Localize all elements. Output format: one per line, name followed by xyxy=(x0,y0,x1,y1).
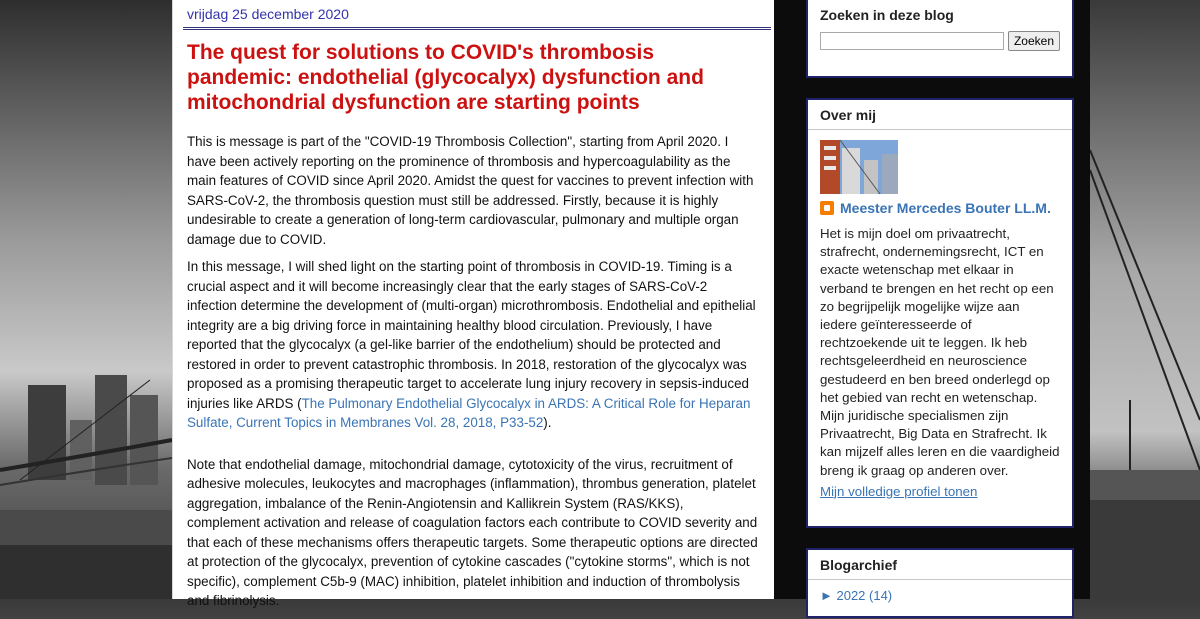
archive-widget-title: Blogarchief xyxy=(808,550,1072,580)
profile-name-row xyxy=(820,200,1060,217)
post-date: vrijdag 25 december 2020 xyxy=(187,6,349,22)
paragraph-spacer xyxy=(187,441,759,455)
about-widget-title: Over mij xyxy=(808,100,1072,130)
post-paragraph-1: This is message is part of the "COVID-19 Thrombosis Collection", starting from April 2020. I have been actively reporting on the prominence of thrombosis and hypercoagulability as the main features of COVID since April 2020. Amidst the quest for vaccines to prevent infection with SARS-CoV-2, the thrombosis question must still be addressed. Firstly, because it is highly undesirable to create a generation of long-term cardiovascular, pulmonary and multiple organ damage due to COVID. xyxy=(187,134,754,247)
date-divider xyxy=(183,27,771,30)
full-profile-link[interactable]: Mijn volledige profiel tonen xyxy=(820,483,978,499)
profile-photo[interactable] xyxy=(820,140,898,194)
search-widget-title: Zoeken in deze blog xyxy=(820,7,954,23)
profile-description: Het is mijn doel om privaatrecht, strafrecht, ondernemingsrecht, ICT en exacte wetenschap met elkaar in verband te brengen en het recht op een zo begrijpelijk mogelijke wijze aan iedere geïnteresseerde of rechtzoekende uit te leggen. Ik heb rechtsgeleerdheid en neuroscience gestudeerd en ben breed onderlegd op het gebied van recht en wetenschap. Mijn juridische specialismen zijn Privaatrecht, Big Data en Strafrecht. Ik kan mijzelf alles leren en die vaardigheid breng ik graag op anderen over. xyxy=(820,226,1060,478)
post-paragraph-2 xyxy=(187,257,759,433)
post-title[interactable]: The quest for solutions to COVID's thrombosis pandemic: endothelial (glycocalyx) dysfunction and mitochondrial dysfunction are starting points xyxy=(187,41,704,114)
profile-name-link[interactable]: Meester Mercedes Bouter LL.M. xyxy=(840,200,1051,216)
post-body xyxy=(187,132,759,619)
background-photo-left xyxy=(0,0,172,599)
search-button[interactable]: Zoeken xyxy=(1008,31,1060,51)
paragraph-2-text: In this message, I will shed light on the starting point of thrombosis in COVID-19. Timing is a crucial aspect and it will become increasingly clear that the early stages of SARS-CoV-2 infection determine the development of (multi-organ) microthrombosis. Endothelial and epithelial integrity are a big driving force in maintaining healthy blood circulation. Previously, I have reported that the glycocalyx (a gel-like barrier of the endothelium) should be protected and restored in order to prevent catastrophic thrombosis. In 2018, restoration of the glycocalyx was proposed as a promising therapeutic target to accelerate lung injury recovery in sepsis-induced injuries like ARDS ( xyxy=(187,259,756,411)
archive-year-2022[interactable]: ► 2022 (14) xyxy=(820,588,893,603)
search-row xyxy=(808,29,1072,58)
search-input[interactable] xyxy=(820,32,1004,50)
search-widget xyxy=(806,0,1074,78)
post-column xyxy=(172,0,776,608)
archive-widget xyxy=(806,548,1074,618)
background-photo-right xyxy=(1090,0,1200,599)
paragraph-2-end: ). xyxy=(543,415,552,430)
column-divider xyxy=(774,0,790,599)
about-widget xyxy=(806,98,1074,528)
sidebar xyxy=(790,0,1090,603)
reference-link[interactable]: The Pulmonary Endothelial Glycocalyx in ARDS: A Critical Role for Heparan Sulfate, Current Topics in Membranes Vol. 28, 2018, P33-52 xyxy=(187,395,751,430)
blogger-icon xyxy=(820,201,834,215)
post-paragraph-3: Note that endothelial damage, mitochondrial damage, cytotoxicity of the virus, recruitment of adhesive molecules, leukocytes and macrophages (inflammation), thrombus generation, platelet aggregation, imbalance of the Renin-Angiotensin and Kallikrein System (RAS/KKS), complement activation and release of coagulation factors each contribute to COVID severity and that each of these mechanisms offers therapeutic targets. Some therapeutic options are directed at protection of the glycocalyx, prevention of cytokine cascades ("cytokine storms", which is not specific), complement C5b-9 (MAC) inhibition, platelet inhibition and induction of thrombolysis and fibrinolysis. xyxy=(187,456,758,608)
